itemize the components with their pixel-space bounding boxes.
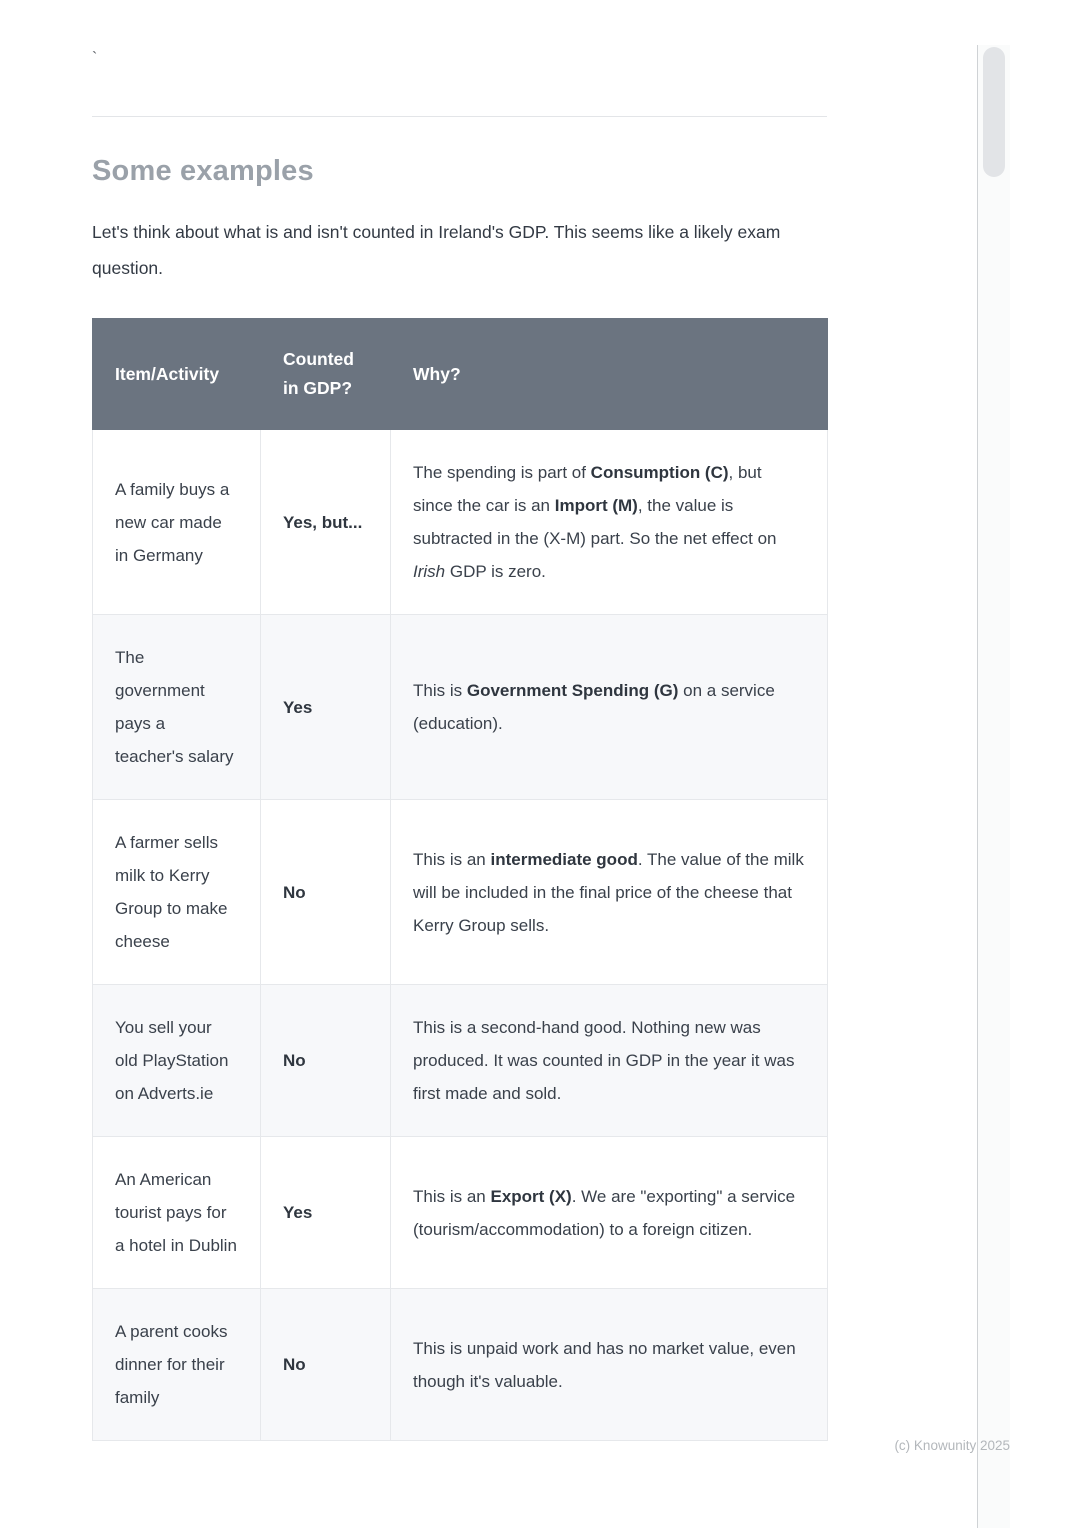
- table-body: [93, 430, 828, 1441]
- counted-in-gdp-cell: Yes, but...: [261, 430, 391, 615]
- table-row: [93, 985, 828, 1137]
- why-cell: This is unpaid work and has no market value, even though it's valuable.: [391, 1289, 828, 1441]
- table-row: [93, 430, 828, 615]
- counted-in-gdp-cell: No: [261, 1289, 391, 1441]
- item-activity-cell: A parent cooks dinner for their family: [93, 1289, 261, 1441]
- counted-in-gdp-cell: No: [261, 985, 391, 1137]
- gdp-examples-table: [92, 318, 828, 1441]
- why-cell: This is a second-hand good. Nothing new was produced. It was counted in GDP in the year it was first made and sold.: [391, 985, 828, 1137]
- counted-in-gdp-cell: Yes: [261, 615, 391, 800]
- item-activity-cell: An American tourist pays for a hotel in Dublin: [93, 1137, 261, 1289]
- section-divider: [92, 116, 827, 117]
- scrollbar-thumb[interactable]: [983, 47, 1005, 177]
- why-cell: The spending is part of Consumption (C), but since the car is an Import (M), the value is subtracted in the (X-M) part. So the net effect on Irish GDP is zero.: [391, 430, 828, 615]
- why-cell: This is Government Spending (G) on a service (education).: [391, 615, 828, 800]
- table-header-row: [93, 319, 828, 430]
- intro-paragraph: Let's think about what is and isn't counted in Ireland's GDP. This seems like a likely exam question.: [92, 222, 781, 278]
- watermark-text: (c) Knowunity 2025: [894, 1438, 1010, 1453]
- counted-in-gdp-cell: No: [261, 800, 391, 985]
- document-content: [92, 0, 827, 1441]
- item-activity-cell: A family buys a new car made in Germany: [93, 430, 261, 615]
- why-cell: This is an Export (X). We are "exporting" a service (tourism/accommodation) to a foreign citizen.: [391, 1137, 828, 1289]
- header-counted-in-gdp: Counted in GDP?: [261, 319, 391, 430]
- table-row: [93, 1137, 828, 1289]
- header-item-activity: Item/Activity: [93, 319, 261, 430]
- item-activity-cell: You sell your old PlayStation on Adverts.ie: [93, 985, 261, 1137]
- stray-character: `: [92, 50, 98, 67]
- item-activity-cell: A farmer sells milk to Kerry Group to make cheese: [93, 800, 261, 985]
- why-cell: This is an intermediate good. The value of the milk will be included in the final price of the cheese that Kerry Group sells.: [391, 800, 828, 985]
- counted-in-gdp-cell: Yes: [261, 1137, 391, 1289]
- table-row: [93, 1289, 828, 1441]
- scrollbar-track[interactable]: [977, 45, 1010, 1528]
- item-activity-cell: The government pays a teacher's salary: [93, 615, 261, 800]
- page-title: Some examples: [92, 155, 314, 187]
- table-row: [93, 800, 828, 985]
- table-header: [93, 319, 828, 430]
- header-why: Why?: [391, 319, 828, 430]
- table-row: [93, 615, 828, 800]
